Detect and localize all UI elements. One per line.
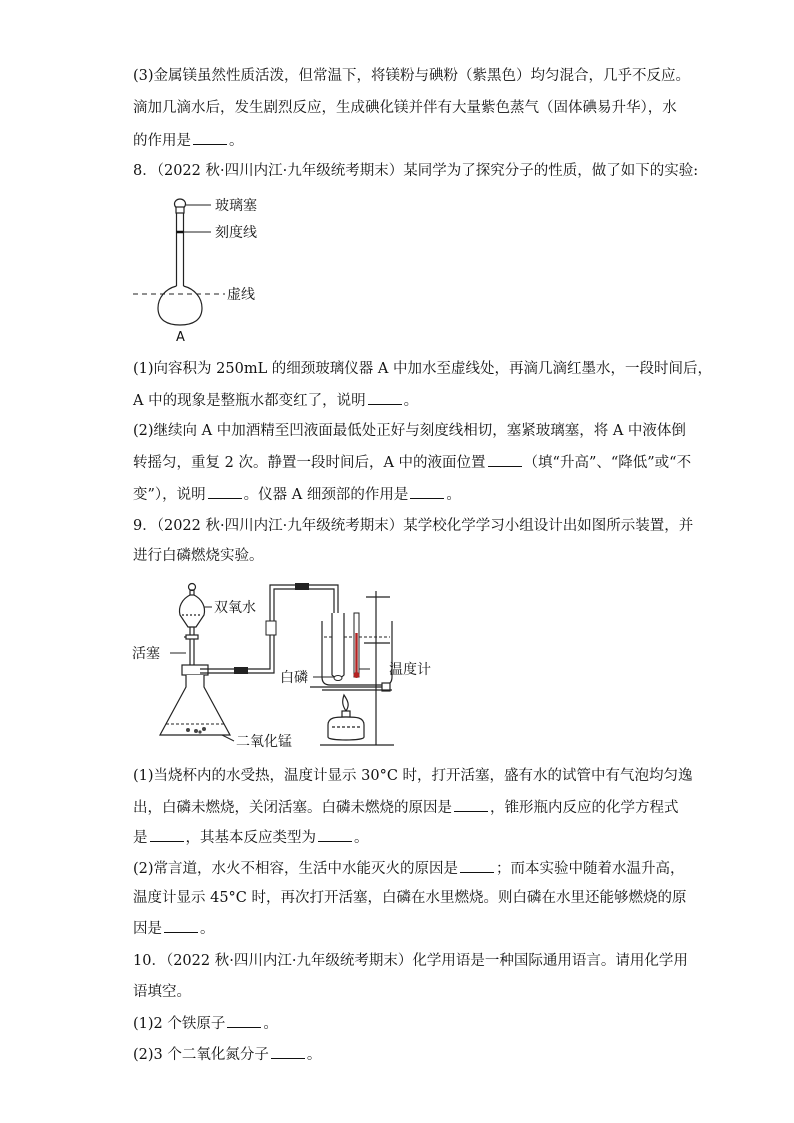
q9-text: ；而本实验中随着水温升高， xyxy=(496,861,685,877)
answer-blank xyxy=(150,827,184,842)
white-phosphorus xyxy=(334,676,342,681)
q9-text: ，锥形瓶内反应的化学方程式 xyxy=(490,800,679,816)
q8-header: 8．（2022 秋·四川内江·九年级统考期末）某同学为了探究分子的性质，做了如下的实验: xyxy=(133,163,699,179)
q8-text: （填“升高”、“降低”或“不 xyxy=(523,455,692,471)
answer-blank xyxy=(193,130,227,145)
flask-bulb xyxy=(158,286,202,325)
q7-part3-line3 xyxy=(133,130,673,151)
label-a: A xyxy=(176,330,185,344)
q9-header-line2: 进行白磷燃烧实验。 xyxy=(133,548,264,564)
q9-text: 出，白磷未燃烧，关闭活塞。白磷未燃烧的原因是 xyxy=(133,800,452,816)
answer-blank xyxy=(164,918,198,933)
answer-blank xyxy=(318,827,352,842)
q10-header-line2: 语填空。 xyxy=(133,984,191,1000)
label-valve: 活塞 xyxy=(132,646,160,662)
answer-blank xyxy=(410,484,444,499)
erlenmeyer-flask xyxy=(160,675,230,735)
q9-part2-line2: 温度计显示 45°C 时，再次打开活塞，白磷在水里燃烧。则白磷在水里还能够燃烧的原 xyxy=(133,890,687,906)
q9-part1-line3 xyxy=(133,827,673,848)
q9-part2-line3 xyxy=(133,918,673,939)
q8-text: A 中的现象是整瓶水都变红了，说明 xyxy=(133,393,366,409)
answer-blank xyxy=(271,1044,305,1059)
glass-stopper xyxy=(175,199,186,213)
q9-text: ，其基本反应类型为 xyxy=(185,830,316,846)
q8-text: 。 xyxy=(403,393,419,409)
q8-text: 转摇匀，重复 2 次。静置一段时间后，A 中的液面位置 xyxy=(133,455,486,471)
q10-header-line1: 10．（2022 秋·四川内江·九年级统考期末）化学用语是一种国际通用语言。请用化学用 xyxy=(133,953,688,969)
q9-text: 是 xyxy=(133,830,148,846)
label-white-p: 白磷 xyxy=(280,670,308,686)
label-stopper: 玻璃塞 xyxy=(215,198,257,214)
q9-text: 。 xyxy=(354,830,369,846)
white-phosphorus-apparatus-figure xyxy=(130,577,450,749)
q10-part1 xyxy=(133,1013,673,1034)
answer-blank xyxy=(208,484,242,499)
alcohol-lamp xyxy=(328,695,364,740)
label-mno2: 二氧化锰 xyxy=(236,734,292,749)
q10-part2 xyxy=(133,1044,673,1065)
q9-text: 因是 xyxy=(133,921,162,937)
q8-part2-line3 xyxy=(133,484,673,505)
answer-blank xyxy=(227,1013,261,1028)
q7-part3-line2: 滴加几滴水后，发生剧烈反应，生成碘化镁并伴有大量紫色蒸气（固体碘易升华），水 xyxy=(133,100,677,116)
q7-text: 的作用是 xyxy=(133,133,191,149)
q8-text: 。 xyxy=(446,487,461,503)
q9-header-line1: 9．（2022 秋·四川内江·九年级统考期末）某学校化学学习小组设计出如图所示装置，并 xyxy=(133,518,694,534)
q8-part1-line1: (1)向容积为 250mL 的细颈玻璃仪器 A 中加水至虚线处，再滴几滴红墨水，一段时间后， xyxy=(133,361,712,377)
answer-blank xyxy=(460,858,494,873)
q9-part2-line1 xyxy=(133,858,685,879)
label-dashed: 虚线 xyxy=(227,287,255,303)
test-tube xyxy=(332,613,344,678)
q9-text: 。 xyxy=(200,921,215,937)
q8-part2-line1: (2)继续向 A 中加酒精至凹液面最低处正好与刻度线相切，塞紧玻璃塞，将 A 中液体倒 xyxy=(133,423,686,439)
answer-blank xyxy=(488,452,522,467)
q8-part1-line2 xyxy=(133,390,673,411)
q7-part3-line1: (3)金属镁虽然性质活泼，但常温下，将镁粉与碘粉（紫黑色）均匀混合，几乎不反应。 xyxy=(133,68,691,84)
q9-text: (2)常言道，水火不相容，生活中水能灭火的原因是 xyxy=(133,861,459,877)
q8-text: 。仪器 A 细颈部的作用是 xyxy=(243,487,409,503)
q10-text: 。 xyxy=(306,1047,322,1063)
q7-text: 。 xyxy=(229,133,244,149)
q10-text: (2)3 个二氧化氮分子 xyxy=(133,1047,269,1063)
q9-part1-line1: (1)当烧杯内的水受热，温度计显示 30°C 时，打开活塞，盛有水的试管中有气泡均匀逸 xyxy=(133,768,693,784)
label-h2o2: 双氧水 xyxy=(214,600,256,616)
q9-part1-line2 xyxy=(133,797,679,818)
q10-text: 。 xyxy=(263,1016,278,1032)
volumetric-flask-figure xyxy=(125,192,285,344)
q8-part2-line2 xyxy=(133,452,692,473)
label-thermometer: 温度计 xyxy=(389,662,431,678)
q8-text: 变”），说明 xyxy=(133,487,206,503)
answer-blank xyxy=(368,390,402,405)
label-mark: 刻度线 xyxy=(215,225,257,241)
q10-text: (1)2 个铁原子 xyxy=(133,1016,226,1032)
answer-blank xyxy=(454,797,488,812)
